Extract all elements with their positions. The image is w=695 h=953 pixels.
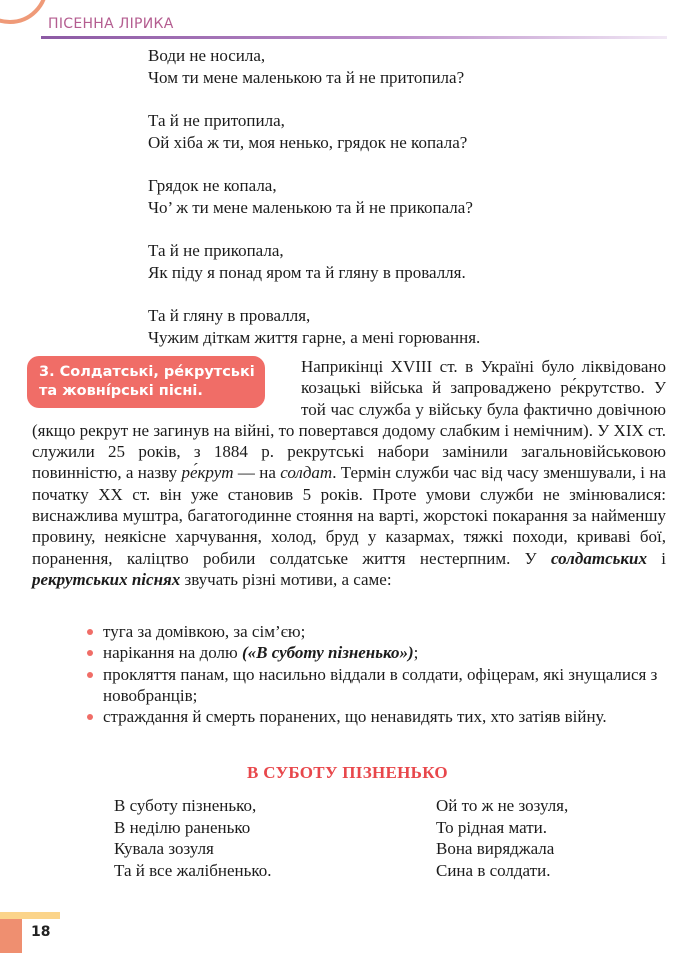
header-decor-arc: [0, 0, 48, 24]
list-item: [85, 706, 666, 727]
topic-heading-line-2: та жовні́рські пісні.: [39, 383, 203, 399]
poem: [148, 45, 668, 370]
bullet-dot-icon: [87, 629, 93, 635]
topic-heading-line-1: 3. Солдатські, ре́крутські: [39, 364, 255, 380]
list-item-text: нарікання на долю: [103, 643, 242, 663]
poem-line: Та й гляну в провалля,: [148, 306, 311, 325]
song-title: В СУБОТУ ПІЗНЕНЬКО: [247, 763, 448, 782]
song-line: Вона виряджала: [436, 839, 555, 858]
header-rule: [41, 36, 667, 39]
poem-line: Чом ти мене маленькою та й не притопила?: [148, 67, 465, 87]
song-line: В суботу пізненько,: [114, 796, 257, 815]
paragraph-text: . Термін служби час від часу зменшували, і на початку XX ст. він уже становив 5 років. Проте умови служби не змінювалися: виснажлива муштра, багатогодинне стояння на варті, жорстокі покарання за найменшу провину, неякісне харчування, холод, бруд у казармах, тяжкі походи, криваві бої, поранення, каліцтво робили солдатське життя нестерпним. У: [32, 463, 666, 568]
poem-line: Грядок не копала,: [148, 176, 277, 195]
list-item-text: страждання й смерть поранених, що ненавидять тих, хто затіяв війну.: [103, 707, 607, 727]
song-line: То рідная мати.: [436, 817, 547, 837]
topic-box-spacer: [32, 356, 301, 408]
poem-stanza-4: [148, 240, 668, 283]
list-item: [85, 642, 666, 663]
list-item-text: туга за домівкою, за сім’єю;: [103, 622, 306, 641]
poem-stanza-2: [148, 110, 668, 153]
song-line: Ой то ж не зозуля,: [436, 796, 569, 815]
paragraph-text: Наприкінці XVIII ст. в Україні було ліквідовано козацькі війська й запроваджено ре́крутство. У той час служба у війську була фактично довічною (якщо рекрут не загинув на війні, то повертався додому слабким і немічним). У XIX ст. служили 25 років, з 1884 р. рекрутські набори замінили загальновійськовою повинністю, а назву: [32, 357, 666, 483]
song-column-right: [436, 795, 568, 881]
term-soldier-songs: солдатських: [550, 548, 647, 568]
poem-line: Чужим діткам життя гарне, а мені горювання.: [148, 327, 481, 347]
poem-stanza-3: [148, 175, 668, 218]
term-soldat: солдат: [280, 463, 333, 483]
paragraph-text: і: [646, 548, 666, 568]
page-number: 18: [31, 924, 51, 940]
poem-line: Ой хіба ж ти, моя ненько, грядок не копала?: [148, 132, 468, 152]
bullet-dot-icon: [87, 714, 93, 720]
footer-decor-bar: [0, 912, 60, 919]
poem-line: Та й не прикопала,: [148, 241, 284, 260]
poem-line: Та й не притопила,: [148, 111, 285, 130]
list-item-text: прокляття панам, що насильно віддали в солдати, офіцерам, які знущалися з новобранців;: [103, 664, 658, 705]
list-item: [85, 664, 666, 707]
song-line: Кувала зозуля: [114, 839, 214, 858]
list-item-text: ;: [413, 643, 419, 663]
poem-line: Води не носила,: [148, 46, 266, 65]
song-line: Та й все жалібненько.: [114, 860, 272, 880]
poem-line: Чо’ ж ти мене маленькою та й не прикопала?: [148, 197, 473, 217]
paragraph-text: звучать різні мотиви, а саме:: [180, 569, 392, 589]
bullet-dot-icon: [87, 672, 93, 678]
song-line: В неділю раненько: [114, 817, 251, 837]
song-column-left: [114, 795, 272, 881]
poem-stanza-1: [148, 45, 668, 88]
motifs-list: [85, 621, 666, 727]
song-line: Сина в солдати.: [436, 860, 551, 880]
footer-decor-shape: [0, 919, 22, 953]
term-rekrut: ре́крут: [181, 463, 234, 483]
list-item: [85, 621, 666, 642]
bullet-dot-icon: [87, 650, 93, 656]
term-recruit-songs: рекрутських піснях: [32, 569, 181, 589]
paragraph-text: — на: [233, 463, 281, 483]
poem-stanza-5: [148, 305, 668, 348]
poem-line: Як піду я понад яром та й гляну в провалля.: [148, 262, 466, 282]
song-reference: («В суботу пізненько»): [241, 643, 414, 663]
section-title: ПІСЕННА ЛІРИКА: [48, 16, 174, 32]
body-paragraph: [32, 356, 666, 590]
